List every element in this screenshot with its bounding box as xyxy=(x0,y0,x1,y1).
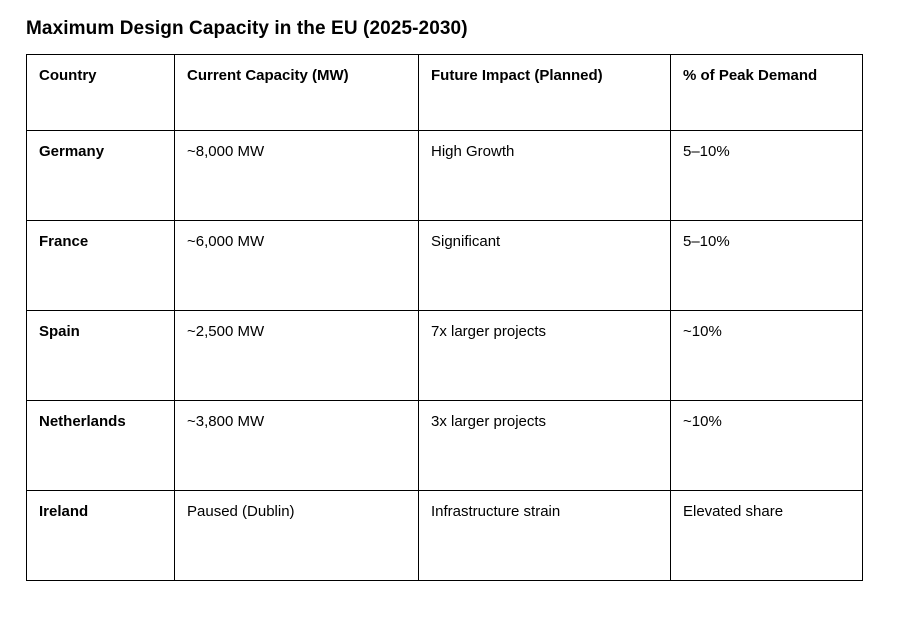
table-row xyxy=(27,491,863,581)
cell-peak-demand: 5–10% xyxy=(671,221,863,311)
cell-country: Spain xyxy=(27,311,175,401)
table-row xyxy=(27,311,863,401)
table-row xyxy=(27,401,863,491)
cell-current-capacity: ~3,800 MW xyxy=(175,401,419,491)
table-header-row xyxy=(27,55,863,131)
cell-current-capacity: ~2,500 MW xyxy=(175,311,419,401)
table-body xyxy=(27,131,863,581)
cell-future-impact: Infrastructure strain xyxy=(419,491,671,581)
column-header-future-impact: Future Impact (Planned) xyxy=(419,55,671,131)
page-title: Maximum Design Capacity in the EU (2025-2030) xyxy=(26,18,468,39)
cell-country: Netherlands xyxy=(27,401,175,491)
cell-future-impact: 3x larger projects xyxy=(419,401,671,491)
cell-current-capacity: ~8,000 MW xyxy=(175,131,419,221)
cell-peak-demand: Elevated share xyxy=(671,491,863,581)
column-header-current-capacity: Current Capacity (MW) xyxy=(175,55,419,131)
capacity-table xyxy=(26,54,863,581)
cell-peak-demand: ~10% xyxy=(671,401,863,491)
cell-current-capacity: ~6,000 MW xyxy=(175,221,419,311)
table-row xyxy=(27,131,863,221)
cell-country: Ireland xyxy=(27,491,175,581)
column-header-country: Country xyxy=(27,55,175,131)
cell-country: Germany xyxy=(27,131,175,221)
cell-current-capacity: Paused (Dublin) xyxy=(175,491,419,581)
column-header-peak-demand: % of Peak Demand xyxy=(671,55,863,131)
cell-future-impact: 7x larger projects xyxy=(419,311,671,401)
table-header xyxy=(27,55,863,131)
cell-peak-demand: ~10% xyxy=(671,311,863,401)
cell-peak-demand: 5–10% xyxy=(671,131,863,221)
cell-future-impact: High Growth xyxy=(419,131,671,221)
cell-country: France xyxy=(27,221,175,311)
table-row xyxy=(27,221,863,311)
cell-future-impact: Significant xyxy=(419,221,671,311)
